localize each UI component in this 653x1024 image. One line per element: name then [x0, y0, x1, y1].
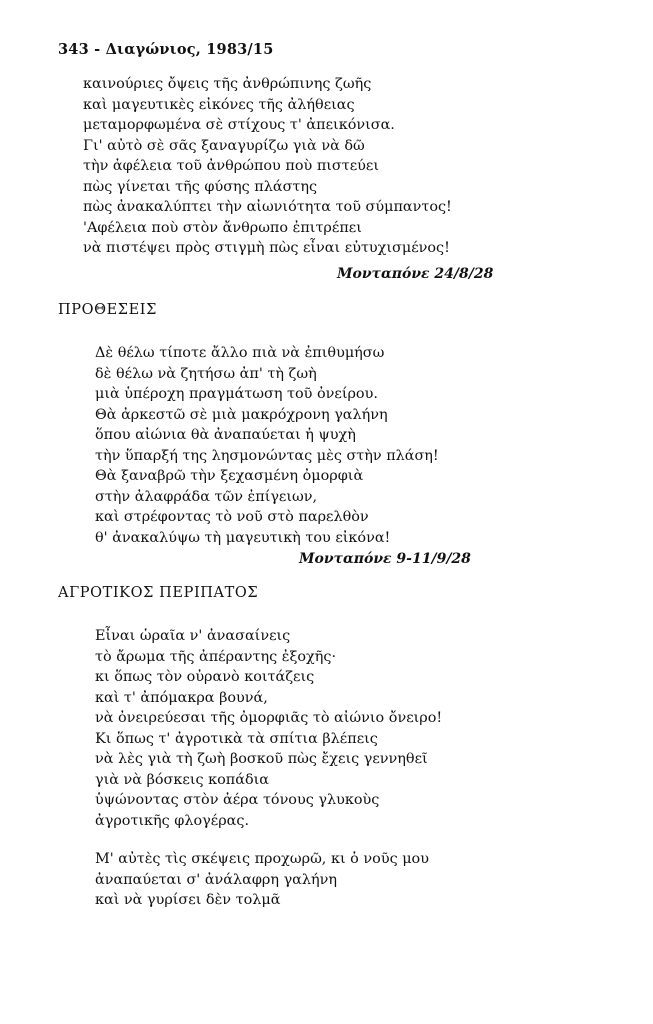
poem-line: τὸ ἄρωμα τῆς ἀπέραντης ἐξοχῆς· — [95, 648, 337, 665]
poem-line: Γι' αὐτὸ σὲ σᾶς ξαναγυρίζω γιὰ νὰ δῶ — [83, 137, 365, 154]
poem-line: Κι ὅπως τ' ἀγροτικὰ τὰ σπίτια βλέπεις — [95, 730, 378, 747]
poem-line: ὅπου αἰώνια θὰ ἀναπαύεται ἡ ψυχὴ — [95, 427, 356, 443]
poem-line: καὶ νὰ γυρίσει δὲν τολμᾶ — [95, 892, 281, 908]
poem-signature: Μονταπόνε 9-11/9/28 — [299, 551, 471, 567]
poem-line: Εἶναι ὡραῖα ν' ἀνασαίνεις — [95, 628, 291, 644]
poem-line: δὲ θέλω νὰ ζητήσω ἀπ' τὴ ζωὴ — [95, 365, 317, 382]
poem-line: πὼς ἀνακαλύπτει τὴν αἰωνιότητα τοῦ σύμπαντος! — [83, 199, 452, 215]
poem-title: ΠΡΟΘΕΣΕΙΣ — [58, 302, 157, 318]
poem-line: τὴν ὕπαρξή της λησμονώντας μὲς στὴν πλάση! — [95, 447, 439, 464]
poem-line: θ' ἀνακαλύψω τὴ μαγευτικὴ του εἰκόνα! — [95, 529, 391, 546]
poem-line: Θὰ ξαναβρῶ τὴν ξεχασμένη ὀμορφιὰ — [95, 468, 364, 484]
poem-line: πὼς γίνεται τῆς φύσης πλάστης — [83, 178, 318, 195]
poem-line: μιὰ ὑπέροχη πραγμάτωση τοῦ ὀνείρου. — [95, 386, 378, 402]
poem-line: ὑψώνοντας στὸν ἀέρα τόνους γλυκοὺς — [95, 792, 380, 808]
poem-line: νὰ ὀνειρεύεσαι τῆς ὀμορφιᾶς τὸ αἰώνιο ὄνειρο! — [95, 710, 443, 726]
poem-line: καινούριες ὄψεις τῆς ἀνθρώπινης ζωῆς — [83, 76, 372, 92]
poem-stanza — [95, 626, 442, 831]
poem-line: τὴν ἀφέλεια τοῦ ἀνθρώπου ποὺ πιστεύει — [83, 158, 380, 174]
poem-line: 'Αφέλεια ποὺ στὸν ἄνθρωπο ἐπιτρέπει — [83, 219, 362, 236]
poem-stanza — [95, 849, 429, 911]
poem-line: Μ' αὐτὲς τὶς σκέψεις προχωρῶ, κι ὁ νοῦς μου — [95, 851, 429, 867]
poem-line: ἀγροτικῆς φλογέρας. — [95, 812, 250, 829]
poem-line: καὶ τ' ἀπόμακρα βουνά, — [95, 689, 268, 706]
poem-line: νὰ πιστέψει πρὸς στιγμὴ πὼς εἶναι εὐτυχισμένος! — [83, 240, 450, 256]
running-head: 343 - Διαγώνιος, 1983/15 — [58, 41, 274, 58]
poem-line: στὴν ἀλαφράδα τῶν ἐπίγειων, — [95, 488, 318, 505]
poem-line: Θὰ ἀρκεστῶ σὲ μιὰ μακρόχρονη γαλήνη — [95, 406, 388, 423]
poem-line: γιὰ νὰ βόσκεις κοπάδια — [95, 771, 269, 788]
poem-stanza — [95, 343, 439, 548]
poem-line: καὶ στρέφοντας τὸ νοῦ στὸ παρελθὸν — [95, 509, 369, 525]
poem-line: ἀναπαύεται σ' ἀνάλαφρη γαλήνη — [95, 871, 337, 888]
poem-stanza — [83, 74, 452, 259]
poem-line: μεταμορφωμένα σὲ στίχους τ' ἀπεικόνισα. — [83, 117, 395, 133]
poem-line: Δὲ θέλω τίποτε ἄλλο πιὰ νὰ ἐπιθυμήσω — [95, 345, 385, 361]
poem-line: νὰ λὲς γιὰ τὴ ζωὴ βοσκοῦ πὼς ἔχεις γεννηθεῖ — [95, 751, 428, 767]
poem-signature: Μονταπόνε 24/8/28 — [337, 266, 494, 282]
poem-line: κι ὅπως τὸν οὐρανὸ κοιτάζεις — [95, 669, 315, 685]
poem-line: καὶ μαγευτικὲς εἰκόνες τῆς ἀλήθειας — [83, 96, 355, 113]
poem-title: ΑΓΡΟΤΙΚΟΣ ΠΕΡΙΠΑΤΟΣ — [58, 585, 259, 601]
